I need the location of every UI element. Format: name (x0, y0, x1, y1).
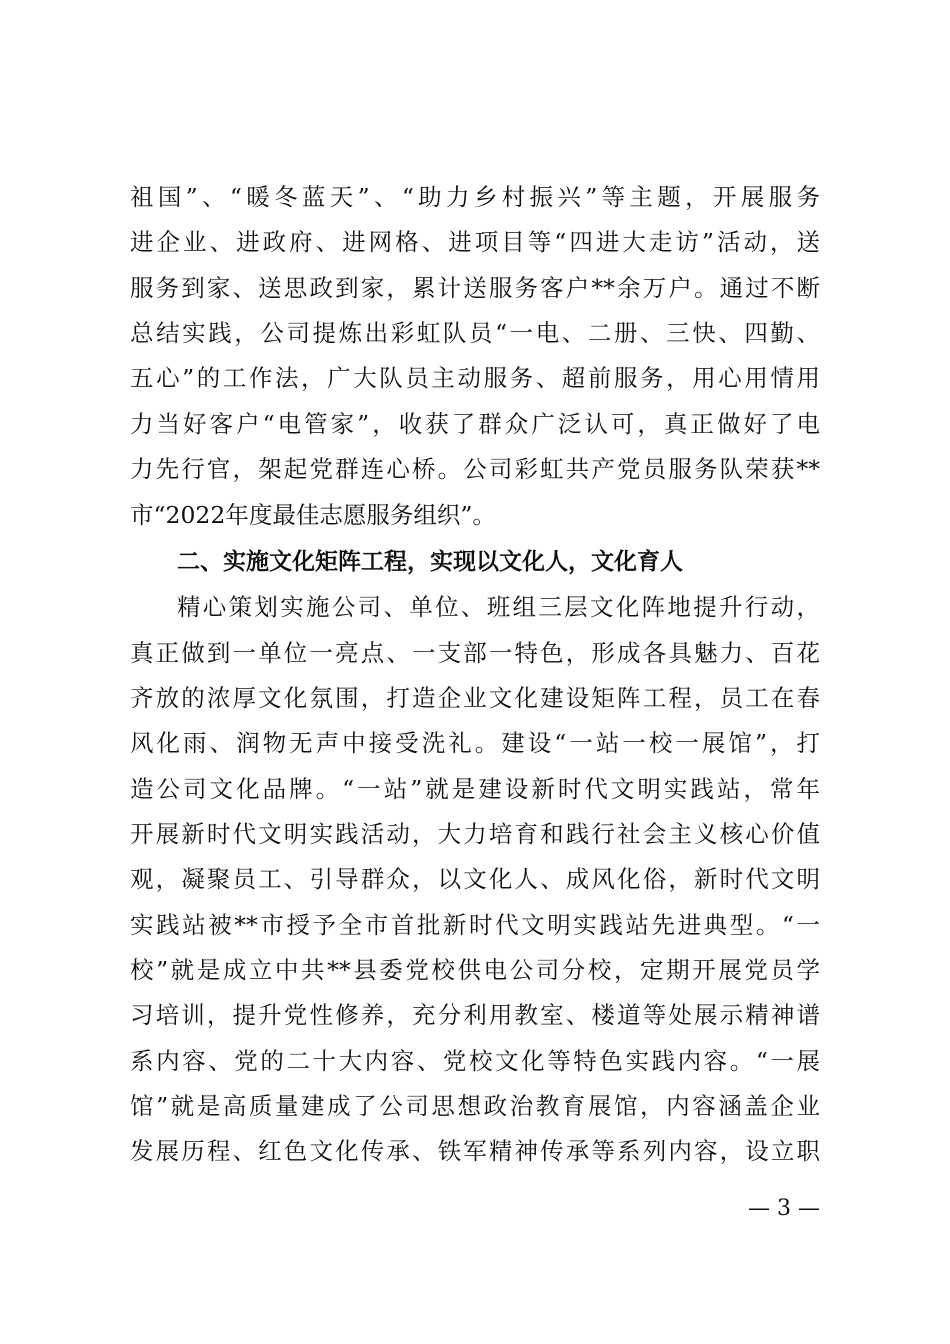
text-line: 系内容、党的二十大内容、党校文化等特色实践内容。“一展 (130, 1047, 820, 1075)
text-line: 开展新时代文明实践活动，大力培育和践行社会主义核心价值 (130, 820, 820, 848)
text-line: 习培训，提升党性修养，充分利用教室、楼道等处展示精神谱 (130, 1001, 820, 1029)
page-number: — 3 — (748, 1196, 820, 1221)
text-line: 进企业、进政府、进网格、进项目等“四进大走访”活动，送 (130, 228, 820, 256)
text-line: 造公司文化品牌。“一站”就是建设新时代文明实践站，常年 (130, 775, 820, 803)
text-line: 市“2022年度最佳志愿服务组织”。 (130, 501, 496, 529)
section-heading: 二、实施文化矩阵工程，实现以文化人，文化育人 (177, 549, 683, 575)
text-line: 总结实践，公司提炼出彩虹队员“一电、二册、三快、四勤、 (130, 319, 820, 347)
text-line: 力当好客户“电管家”，收获了群众广泛认可，真正做好了电 (130, 410, 820, 438)
text-line: 风化雨、润物无声中接受洗礼。建设“一站一校一展馆”，打 (130, 729, 820, 757)
text-line: 馆”就是高质量建成了公司思想政治教育展馆，内容涵盖企业 (130, 1092, 820, 1120)
paragraph-first-line: 精心策划实施公司、单位、班组三层文化阵地提升行动， (177, 593, 820, 621)
text-line: 五心”的工作法，广大队员主动服务、超前服务，用心用情用 (130, 364, 820, 392)
text-line: 实践站被**市授予全市首批新时代文明实践站先进典型。“一 (130, 911, 820, 939)
text-line: 发展历程、红色文化传承、铁军精神传承等系列内容，设立职 (130, 1137, 820, 1165)
text-line: 祖国”、“暖冬蓝天”、“助力乡村振兴”等主题，开展服务 (130, 183, 820, 211)
text-line: 校”就是成立中共**县委党校供电公司分校，定期开展党员学 (130, 956, 820, 984)
text-line: 齐放的浓厚文化氛围，打造企业文化建设矩阵工程，员工在春 (130, 684, 820, 712)
text-line: 真正做到一单位一亮点、一支部一特色，形成各具魅力、百花 (130, 639, 820, 667)
text-line: 力先行官，架起党群连心桥。公司彩虹共产党员服务队荣获** (130, 455, 820, 483)
text-line: 观，凝聚员工、引导群众，以文化人、成风化俗，新时代文明 (130, 865, 820, 893)
text-line: 服务到家、送思政到家，累计送服务客户**余万户。通过不断 (130, 274, 820, 302)
